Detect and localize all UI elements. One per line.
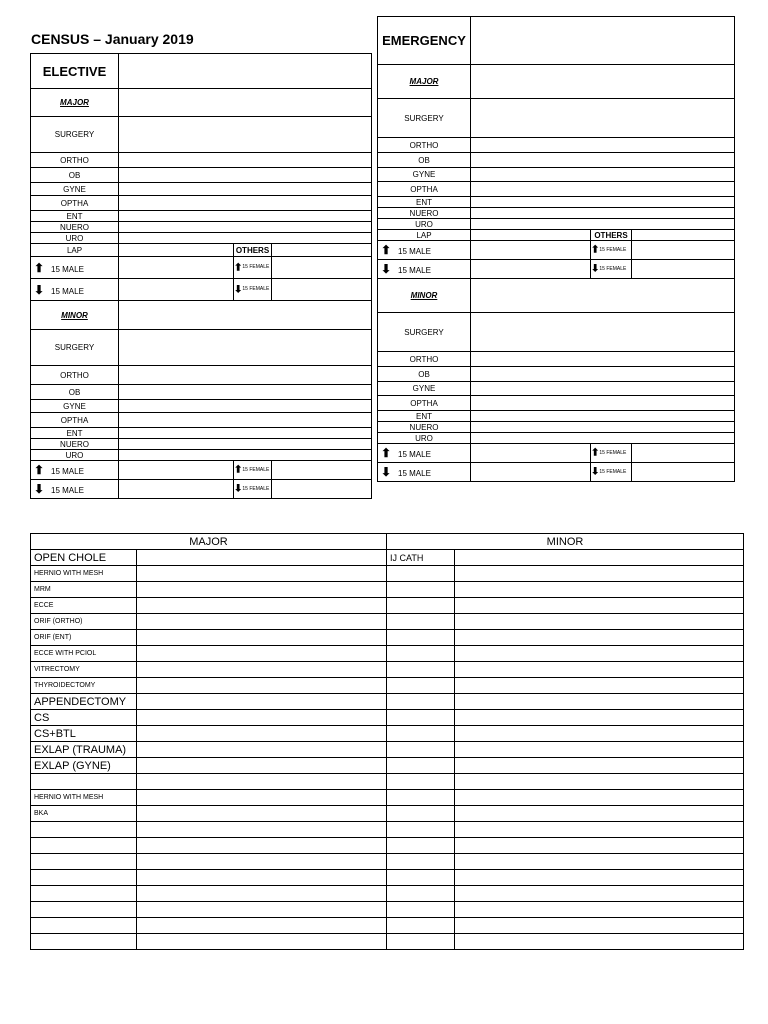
minor-procedure-name bbox=[387, 582, 455, 598]
elective-table bbox=[30, 53, 372, 499]
emergency-others-entry[interactable] bbox=[632, 230, 735, 241]
major-procedure-entry[interactable] bbox=[137, 582, 387, 598]
minor-procedure-entry[interactable] bbox=[455, 550, 744, 566]
emergency-male-label: 15 MALE bbox=[398, 247, 431, 256]
elective-major-row-entry[interactable] bbox=[119, 183, 372, 196]
major-procedure-entry[interactable] bbox=[137, 550, 387, 566]
emergency-minor-row-entry[interactable] bbox=[471, 367, 735, 382]
arrow-up-icon: ⬆ bbox=[591, 244, 600, 256]
emergency-minor-row-entry[interactable] bbox=[471, 313, 735, 352]
emergency-male-label: 15 MALE bbox=[398, 450, 431, 459]
elective-minor-label: MINOR bbox=[31, 301, 119, 330]
elective-male-label: 15 MALE bbox=[51, 467, 84, 476]
emergency-major-row-entry[interactable] bbox=[471, 219, 735, 230]
emergency-minor-row-label: OB bbox=[378, 367, 471, 382]
elective-major-row-label: LAP bbox=[31, 244, 119, 257]
minor-procedure-entry[interactable] bbox=[455, 758, 744, 774]
minor-procedure-name bbox=[387, 742, 455, 758]
major-procedure-name: OPEN CHOLE bbox=[31, 550, 137, 566]
emergency-female-label: 15 FEMALE bbox=[599, 265, 627, 272]
minor-procedure-name bbox=[387, 806, 455, 822]
minor-procedure-name bbox=[387, 646, 455, 662]
page-title: CENSUS – January 2019 bbox=[31, 31, 194, 47]
elective-major-row-label: OPTHA bbox=[31, 196, 119, 211]
minor-procedure-entry[interactable] bbox=[455, 630, 744, 646]
emergency-minor-row-label: ORTHO bbox=[378, 352, 471, 367]
elective-major-row-label: NUERO bbox=[31, 222, 119, 233]
arrow-down-icon: ⬇ bbox=[234, 283, 243, 295]
elective-female-label: 15 FEMALE bbox=[242, 264, 270, 271]
major-procedure-name bbox=[31, 774, 137, 790]
minor-procedure-name bbox=[387, 790, 455, 806]
elective-header-entry[interactable] bbox=[119, 54, 372, 89]
emergency-major-entry[interactable] bbox=[471, 65, 735, 99]
emergency-minor-row-entry[interactable] bbox=[471, 411, 735, 422]
emergency-major-label: MAJOR bbox=[378, 65, 471, 99]
elective-major-male-row bbox=[31, 257, 119, 279]
elective-others-entry[interactable] bbox=[272, 244, 372, 257]
major-procedure-name: ECCE bbox=[31, 598, 137, 614]
arrow-up-icon: ⬆ bbox=[33, 463, 45, 477]
major-procedure-name bbox=[31, 854, 137, 870]
major-procedure-entry[interactable] bbox=[137, 918, 387, 934]
minor-procedure-name bbox=[387, 710, 455, 726]
emergency-major-male-row bbox=[378, 260, 471, 279]
minor-procedure-name bbox=[387, 838, 455, 854]
emergency-major-row-label: LAP bbox=[378, 230, 471, 241]
elective-minor-row-label: ORTHO bbox=[31, 366, 119, 385]
elective-minor-row-entry[interactable] bbox=[119, 450, 372, 461]
elective-female-entry[interactable] bbox=[272, 480, 372, 499]
major-procedure-name bbox=[31, 838, 137, 854]
major-procedure-name: BKA bbox=[31, 806, 137, 822]
emergency-female-entry[interactable] bbox=[632, 260, 735, 279]
major-procedure-name bbox=[31, 886, 137, 902]
minor-procedure-name bbox=[387, 598, 455, 614]
major-procedure-entry[interactable] bbox=[137, 774, 387, 790]
major-procedure-entry[interactable] bbox=[137, 598, 387, 614]
elective-female-entry[interactable] bbox=[272, 257, 372, 279]
elective-major-row-label: ORTHO bbox=[31, 153, 119, 168]
arrow-down-icon: ⬇ bbox=[380, 465, 392, 479]
minor-procedure-entry[interactable] bbox=[455, 614, 744, 630]
minor-procedure-entry[interactable] bbox=[455, 742, 744, 758]
major-procedure-name: ORIF (ENT) bbox=[31, 630, 137, 646]
emergency-male-label: 15 MALE bbox=[398, 469, 431, 478]
major-procedure-name: CS+BTL bbox=[31, 726, 137, 742]
elective-minor-row-label: GYNE bbox=[31, 400, 119, 413]
minor-procedure-entry[interactable] bbox=[455, 790, 744, 806]
elective-major-row-entry[interactable] bbox=[119, 117, 372, 153]
arrow-up-icon: ⬆ bbox=[591, 447, 600, 459]
minor-procedure-name bbox=[387, 918, 455, 934]
elective-major-row-label: SURGERY bbox=[31, 117, 119, 153]
elective-others-label: OTHERS bbox=[234, 244, 272, 257]
emergency-female-label: 15 FEMALE bbox=[599, 468, 627, 475]
emergency-major-row-entry[interactable] bbox=[471, 230, 591, 241]
elective-major-row-label: URO bbox=[31, 233, 119, 244]
minor-procedure-entry[interactable] bbox=[455, 582, 744, 598]
emergency-header-entry[interactable] bbox=[471, 17, 735, 65]
minor-procedure-name bbox=[387, 726, 455, 742]
minor-procedure-entry[interactable] bbox=[455, 902, 744, 918]
emergency-major-row-entry[interactable] bbox=[471, 197, 735, 208]
elective-minor-row-label: OPTHA bbox=[31, 413, 119, 428]
elective-major-row-entry[interactable] bbox=[119, 153, 372, 168]
major-procedure-entry[interactable] bbox=[137, 662, 387, 678]
elective-minor-row-entry[interactable] bbox=[119, 385, 372, 400]
emergency-others-label: OTHERS bbox=[591, 230, 632, 241]
major-procedure-entry[interactable] bbox=[137, 902, 387, 918]
arrow-up-icon: ⬆ bbox=[380, 243, 392, 257]
minor-procedure-name: IJ CATH bbox=[387, 550, 455, 566]
minor-procedure-name bbox=[387, 758, 455, 774]
elective-minor-row-label: URO bbox=[31, 450, 119, 461]
emergency-minor-row-entry[interactable] bbox=[471, 422, 735, 433]
elective-minor-row-entry[interactable] bbox=[119, 428, 372, 439]
elective-female-cell bbox=[234, 480, 272, 499]
emergency-major-row-label: OB bbox=[378, 153, 471, 168]
elective-male-entry[interactable] bbox=[119, 480, 234, 499]
major-procedure-name bbox=[31, 934, 137, 950]
emergency-minor-row-entry[interactable] bbox=[471, 396, 735, 411]
emergency-minor-row-label: URO bbox=[378, 433, 471, 444]
emergency-female-entry[interactable] bbox=[632, 241, 735, 260]
elective-female-cell bbox=[234, 461, 272, 480]
major-procedure-name bbox=[31, 822, 137, 838]
emergency-major-row-label: NUERO bbox=[378, 208, 471, 219]
arrow-up-icon: ⬆ bbox=[234, 464, 243, 476]
minor-procedure-name bbox=[387, 854, 455, 870]
arrow-down-icon: ⬇ bbox=[33, 282, 45, 297]
emergency-female-cell bbox=[591, 241, 632, 260]
emergency-female-label: 15 FEMALE bbox=[599, 449, 627, 456]
emergency-minor-row-label: GYNE bbox=[378, 382, 471, 396]
major-procedure-entry[interactable] bbox=[137, 678, 387, 694]
elective-male-entry[interactable] bbox=[119, 279, 234, 301]
emergency-major-row-label: SURGERY bbox=[378, 99, 471, 138]
minor-procedure-name bbox=[387, 614, 455, 630]
major-procedure-name: ECCE WITH PCIOL bbox=[31, 646, 137, 662]
major-procedure-name: HERNIO WITH MESH bbox=[31, 566, 137, 582]
emergency-minor-male-row bbox=[378, 463, 471, 482]
major-procedure-name: CS bbox=[31, 710, 137, 726]
elective-major-row-entry[interactable] bbox=[119, 196, 372, 211]
minor-procedure-entry[interactable] bbox=[455, 710, 744, 726]
minor-column-header: MINOR bbox=[387, 534, 744, 550]
emergency-male-entry[interactable] bbox=[471, 260, 591, 279]
elective-minor-row-entry[interactable] bbox=[119, 366, 372, 385]
major-procedure-entry[interactable] bbox=[137, 806, 387, 822]
emergency-minor-row-label: NUERO bbox=[378, 422, 471, 433]
major-procedure-entry[interactable] bbox=[137, 726, 387, 742]
elective-major-row-entry[interactable] bbox=[119, 222, 372, 233]
emergency-major-row-label: ENT bbox=[378, 197, 471, 208]
minor-procedure-entry[interactable] bbox=[455, 598, 744, 614]
elective-minor-row-entry[interactable] bbox=[119, 413, 372, 428]
arrow-up-icon: ⬆ bbox=[380, 446, 392, 460]
emergency-minor-row-label: OPTHA bbox=[378, 396, 471, 411]
elective-female-cell bbox=[234, 279, 272, 301]
major-procedure-entry[interactable] bbox=[137, 790, 387, 806]
elective-female-entry[interactable] bbox=[272, 461, 372, 480]
major-procedure-name: EXLAP (TRAUMA) bbox=[31, 742, 137, 758]
minor-procedure-name bbox=[387, 774, 455, 790]
emergency-minor-row-label: ENT bbox=[378, 411, 471, 422]
minor-procedure-name bbox=[387, 694, 455, 710]
major-procedure-entry[interactable] bbox=[137, 822, 387, 838]
major-procedure-name bbox=[31, 902, 137, 918]
elective-minor-row-label: NUERO bbox=[31, 439, 119, 450]
emergency-minor-entry[interactable] bbox=[471, 279, 735, 313]
minor-procedure-entry[interactable] bbox=[455, 694, 744, 710]
emergency-major-row-entry[interactable] bbox=[471, 153, 735, 168]
emergency-minor-label: MINOR bbox=[378, 279, 471, 313]
emergency-female-entry[interactable] bbox=[632, 463, 735, 482]
major-procedure-entry[interactable] bbox=[137, 566, 387, 582]
major-procedure-name bbox=[31, 918, 137, 934]
minor-procedure-name bbox=[387, 566, 455, 582]
emergency-male-label: 15 MALE bbox=[398, 266, 431, 275]
elective-major-row-entry[interactable] bbox=[119, 211, 372, 222]
major-procedure-entry[interactable] bbox=[137, 614, 387, 630]
elective-female-entry[interactable] bbox=[272, 279, 372, 301]
arrow-down-icon: ⬇ bbox=[33, 482, 45, 496]
elective-female-label: 15 FEMALE bbox=[242, 466, 270, 473]
elective-minor-row-label: ENT bbox=[31, 428, 119, 439]
minor-procedure-name bbox=[387, 902, 455, 918]
emergency-table bbox=[377, 16, 735, 482]
major-procedure-entry[interactable] bbox=[137, 886, 387, 902]
emergency-female-cell bbox=[591, 260, 632, 279]
minor-procedure-entry[interactable] bbox=[455, 662, 744, 678]
minor-procedure-entry[interactable] bbox=[455, 646, 744, 662]
emergency-male-entry[interactable] bbox=[471, 463, 591, 482]
emergency-minor-row-entry[interactable] bbox=[471, 382, 735, 396]
elective-male-label: 15 MALE bbox=[51, 486, 84, 495]
elective-major-male-row bbox=[31, 279, 119, 301]
emergency-female-entry[interactable] bbox=[632, 444, 735, 463]
minor-procedure-entry[interactable] bbox=[455, 566, 744, 582]
major-procedure-name: ORIF (ORTHO) bbox=[31, 614, 137, 630]
major-column-header: MAJOR bbox=[31, 534, 387, 550]
minor-procedure-name bbox=[387, 870, 455, 886]
emergency-male-entry[interactable] bbox=[471, 241, 591, 260]
emergency-major-row-entry[interactable] bbox=[471, 99, 735, 138]
minor-procedure-entry[interactable] bbox=[455, 726, 744, 742]
minor-procedure-entry[interactable] bbox=[455, 774, 744, 790]
elective-major-row-entry[interactable] bbox=[119, 233, 372, 244]
elective-major-row-label: ENT bbox=[31, 211, 119, 222]
major-procedure-entry[interactable] bbox=[137, 742, 387, 758]
minor-procedure-name bbox=[387, 886, 455, 902]
major-procedure-name: HERNIO WITH MESH bbox=[31, 790, 137, 806]
emergency-female-label: 15 FEMALE bbox=[599, 246, 627, 253]
major-procedure-name bbox=[31, 870, 137, 886]
minor-procedure-entry[interactable] bbox=[455, 870, 744, 886]
elective-major-label: MAJOR bbox=[31, 89, 119, 117]
major-procedure-name: THYROIDECTOMY bbox=[31, 678, 137, 694]
minor-procedure-entry[interactable] bbox=[455, 678, 744, 694]
elective-male-label: 15 MALE bbox=[51, 286, 84, 296]
arrow-down-icon: ⬇ bbox=[380, 262, 392, 276]
major-procedure-entry[interactable] bbox=[137, 838, 387, 854]
elective-male-entry[interactable] bbox=[119, 461, 234, 480]
major-procedure-entry[interactable] bbox=[137, 630, 387, 646]
emergency-major-row-label: ORTHO bbox=[378, 138, 471, 153]
emergency-female-cell bbox=[591, 463, 632, 482]
elective-minor-row-label: OB bbox=[31, 385, 119, 400]
elective-major-row-entry[interactable] bbox=[119, 168, 372, 183]
major-procedure-entry[interactable] bbox=[137, 646, 387, 662]
elective-minor-row-label: SURGERY bbox=[31, 330, 119, 366]
emergency-minor-row-entry[interactable] bbox=[471, 433, 735, 444]
major-procedure-name: EXLAP (GYNE) bbox=[31, 758, 137, 774]
minor-procedure-name bbox=[387, 678, 455, 694]
minor-procedure-entry[interactable] bbox=[455, 886, 744, 902]
major-procedure-entry[interactable] bbox=[137, 854, 387, 870]
elective-female-label: 15 FEMALE bbox=[242, 485, 270, 492]
emergency-major-row-label: GYNE bbox=[378, 168, 471, 182]
elective-minor-row-entry[interactable] bbox=[119, 439, 372, 450]
major-procedure-name: APPENDECTOMY bbox=[31, 694, 137, 710]
elective-female-cell bbox=[234, 257, 272, 279]
major-procedure-name: MRM bbox=[31, 582, 137, 598]
arrow-down-icon: ⬇ bbox=[591, 466, 600, 478]
major-procedure-entry[interactable] bbox=[137, 694, 387, 710]
minor-procedure-entry[interactable] bbox=[455, 838, 744, 854]
emergency-minor-male-row bbox=[378, 444, 471, 463]
elective-major-row-label: OB bbox=[31, 168, 119, 183]
minor-procedure-name bbox=[387, 934, 455, 950]
elective-minor-row-entry[interactable] bbox=[119, 400, 372, 413]
elective-major-entry[interactable] bbox=[119, 89, 372, 117]
elective-header: ELECTIVE bbox=[31, 54, 119, 89]
elective-minor-entry[interactable] bbox=[119, 301, 372, 330]
minor-procedure-entry[interactable] bbox=[455, 854, 744, 870]
elective-major-row-entry[interactable] bbox=[119, 244, 234, 257]
arrow-down-icon: ⬇ bbox=[591, 263, 600, 275]
elective-minor-male-row bbox=[31, 480, 119, 499]
major-procedure-entry[interactable] bbox=[137, 758, 387, 774]
major-procedure-name: VITRECTOMY bbox=[31, 662, 137, 678]
arrow-up-icon: ⬆ bbox=[234, 261, 243, 273]
emergency-male-entry[interactable] bbox=[471, 444, 591, 463]
emergency-minor-row-entry[interactable] bbox=[471, 352, 735, 367]
emergency-major-row-label: OPTHA bbox=[378, 182, 471, 197]
minor-procedure-name bbox=[387, 822, 455, 838]
elective-major-row-label: GYNE bbox=[31, 183, 119, 196]
minor-procedure-name bbox=[387, 630, 455, 646]
major-procedure-entry[interactable] bbox=[137, 710, 387, 726]
minor-procedure-entry[interactable] bbox=[455, 934, 744, 950]
elective-male-label: 15 MALE bbox=[51, 264, 84, 274]
major-procedure-entry[interactable] bbox=[137, 934, 387, 950]
procedures-table bbox=[30, 533, 744, 950]
elective-minor-male-row bbox=[31, 461, 119, 480]
elective-female-label: 15 FEMALE bbox=[242, 286, 270, 293]
emergency-major-male-row bbox=[378, 241, 471, 260]
emergency-major-row-entry[interactable] bbox=[471, 182, 735, 197]
arrow-up-icon: ⬆ bbox=[33, 260, 45, 275]
minor-procedure-entry[interactable] bbox=[455, 806, 744, 822]
emergency-major-row-entry[interactable] bbox=[471, 208, 735, 219]
elective-minor-row-entry[interactable] bbox=[119, 330, 372, 366]
major-procedure-entry[interactable] bbox=[137, 870, 387, 886]
minor-procedure-entry[interactable] bbox=[455, 918, 744, 934]
emergency-female-cell bbox=[591, 444, 632, 463]
emergency-minor-row-label: SURGERY bbox=[378, 313, 471, 352]
emergency-major-row-entry[interactable] bbox=[471, 138, 735, 153]
elective-male-entry[interactable] bbox=[119, 257, 234, 279]
emergency-major-row-label: URO bbox=[378, 219, 471, 230]
emergency-major-row-entry[interactable] bbox=[471, 168, 735, 182]
emergency-header: EMERGENCY bbox=[378, 17, 471, 65]
arrow-down-icon: ⬇ bbox=[234, 483, 243, 495]
minor-procedure-name bbox=[387, 662, 455, 678]
minor-procedure-entry[interactable] bbox=[455, 822, 744, 838]
